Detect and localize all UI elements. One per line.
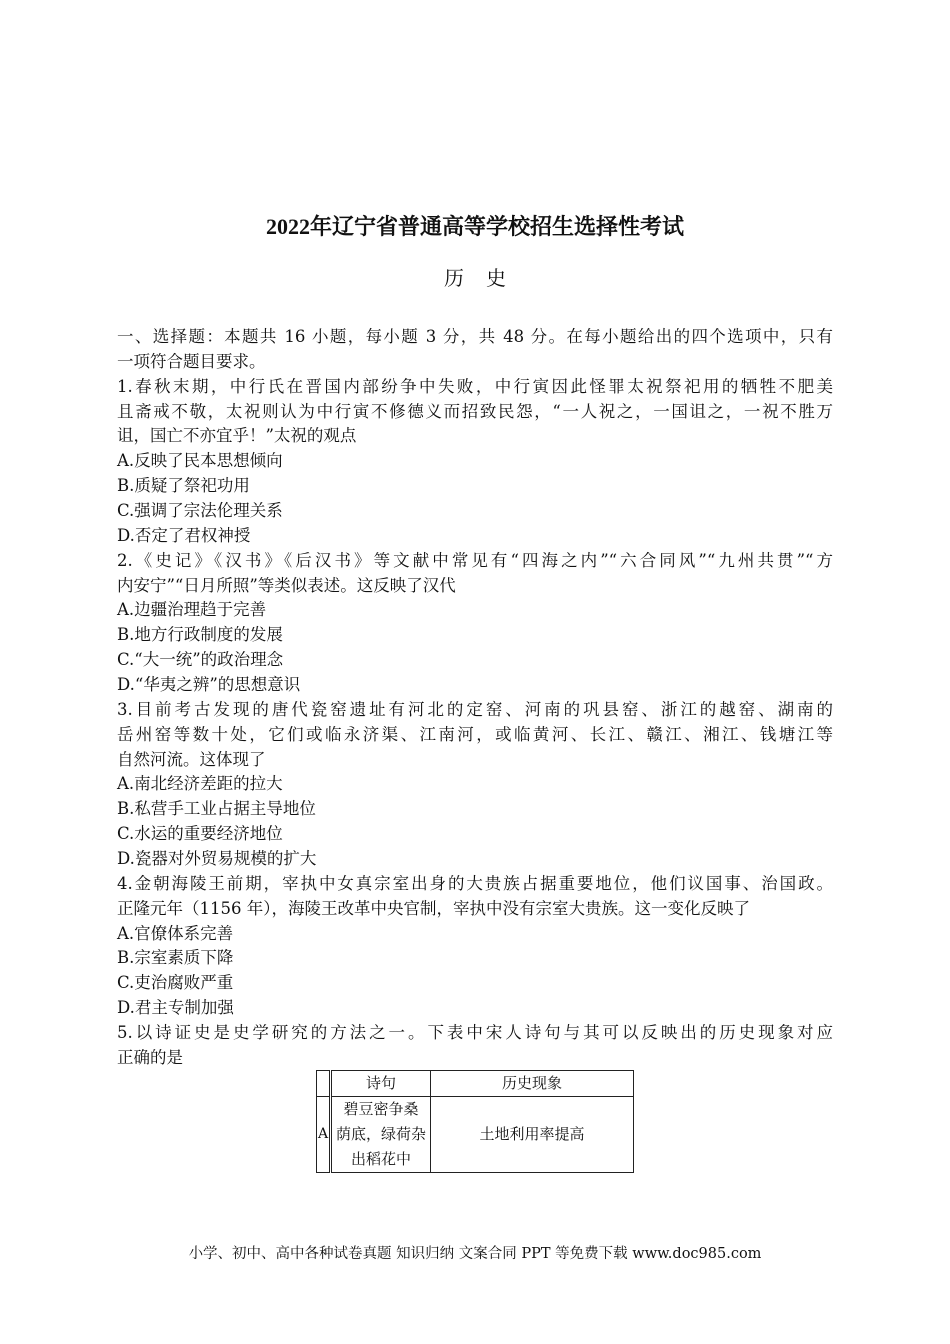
- question-1-option-c: C.强调了宗法伦理关系: [117, 501, 283, 521]
- footer-text: 小学、初中、高中各种试卷真题 知识归纳 文案合同 PPT 等免费下载 www.doc985.com: [188, 1246, 762, 1262]
- question-1-stem: 且斋戒不敬，太祝则认为中行寅不修德义而招致民怨，“一人祝之，一国诅之，一祝不胜万: [117, 401, 833, 421]
- question-4-stem: 正隆元年（1156 年），海陵王改革中央官制，宰执中没有宗室大贵族。这一变化反映了: [117, 898, 750, 918]
- question-3-option-d: D.瓷器对外贸易规模的扩大: [117, 849, 317, 869]
- question-1-stem: 1.春秋末期，中行氏在晋国内部纷争中失败，中行寅因此怪罪太祝祭祀用的牺牲不肥美: [117, 376, 833, 396]
- table-cell-poem: [331, 1097, 431, 1173]
- question-2-option-c: C.“大一统”的政治理念: [117, 650, 284, 670]
- question-3-stem: 岳州窑等数十处，它们或临永济渠、江南河，或临黄河、长江、赣江、湘江、钱塘江等: [117, 724, 833, 744]
- question-5-stem: 正确的是: [117, 1047, 183, 1067]
- question-4-stem: 4.金朝海陵王前期，宰执中女真宗室出身的大贵族占据重要地位，他们议国事、治国政。: [117, 873, 833, 893]
- question-4-option-a: A.官僚体系完善: [117, 923, 234, 943]
- exam-body: [117, 325, 833, 1071]
- question-2-option-b: B.地方行政制度的发展: [117, 625, 283, 645]
- question-2-option-d: D.“华夷之辨”的思想意识: [117, 675, 301, 695]
- question-1-option-a: A.反映了民本思想倾向: [117, 451, 283, 471]
- poem-line: 荫底，绿荷杂: [335, 1125, 426, 1143]
- table-cell-option: A: [317, 1097, 331, 1173]
- question-3-option-a: A.南北经济差距的拉大: [117, 774, 283, 794]
- question-3-option-c: C.水运的重要经济地位: [117, 824, 283, 844]
- question-4-option-c: C.吏治腐败严重: [117, 973, 234, 993]
- question-5-table: [316, 1070, 634, 1173]
- question-2-option-a: A.边疆治理趋于完善: [117, 600, 267, 620]
- question-2-stem: 2.《史记》《汉书》《后汉书》等文献中常见有“四海之内”“六合同风”“九州共贯”“方: [117, 550, 833, 570]
- poem-line: 碧豆密争桑: [343, 1100, 419, 1118]
- question-4-option-b: B.宗室素质下降: [117, 948, 234, 968]
- table-header-option: [317, 1071, 331, 1097]
- exam-title: 2022年辽宁省普通高等学校招生选择性考试: [265, 214, 684, 239]
- question-5-stem: 5.以诗证史是史学研究的方法之一。下表中宋人诗句与其可以反映出的历史现象对应: [117, 1023, 833, 1043]
- table-header-poem: 诗句: [331, 1071, 431, 1097]
- question-4-option-d: D.君主专制加强: [117, 998, 234, 1018]
- table-cell-phenomenon: 土地利用率提高: [431, 1097, 634, 1173]
- poem-line: 出稻花中: [350, 1150, 411, 1168]
- section-instruction: 一、选择题：本题共 16 小题，每小题 3 分，共 48 分。在每小题给出的四个选项中，只有: [117, 327, 833, 346]
- question-2-stem: 内安宁”“日月所照”等类似表述。这反映了汉代: [117, 575, 456, 595]
- table-header-phenomenon: 历史现象: [431, 1071, 634, 1097]
- question-3-stem: 3.目前考古发现的唐代瓷窑遗址有河北的定窑、河南的巩县窑、浙江的越窑、湖南的: [117, 699, 833, 719]
- question-1-stem: 诅，国亡不亦宜乎！”太祝的观点: [117, 426, 357, 446]
- question-1-option-d: D.否定了君权神授: [117, 525, 251, 545]
- subject-title: 历史: [444, 266, 528, 290]
- question-3-option-b: B.私营手工业占据主导地位: [117, 799, 316, 819]
- section-instruction: 一项符合题目要求。: [117, 351, 266, 371]
- question-1-option-b: B.质疑了祭祀功用: [117, 476, 250, 496]
- table-row: [317, 1097, 634, 1173]
- table-header-row: [317, 1071, 634, 1097]
- question-3-stem: 自然河流。这体现了: [117, 749, 266, 769]
